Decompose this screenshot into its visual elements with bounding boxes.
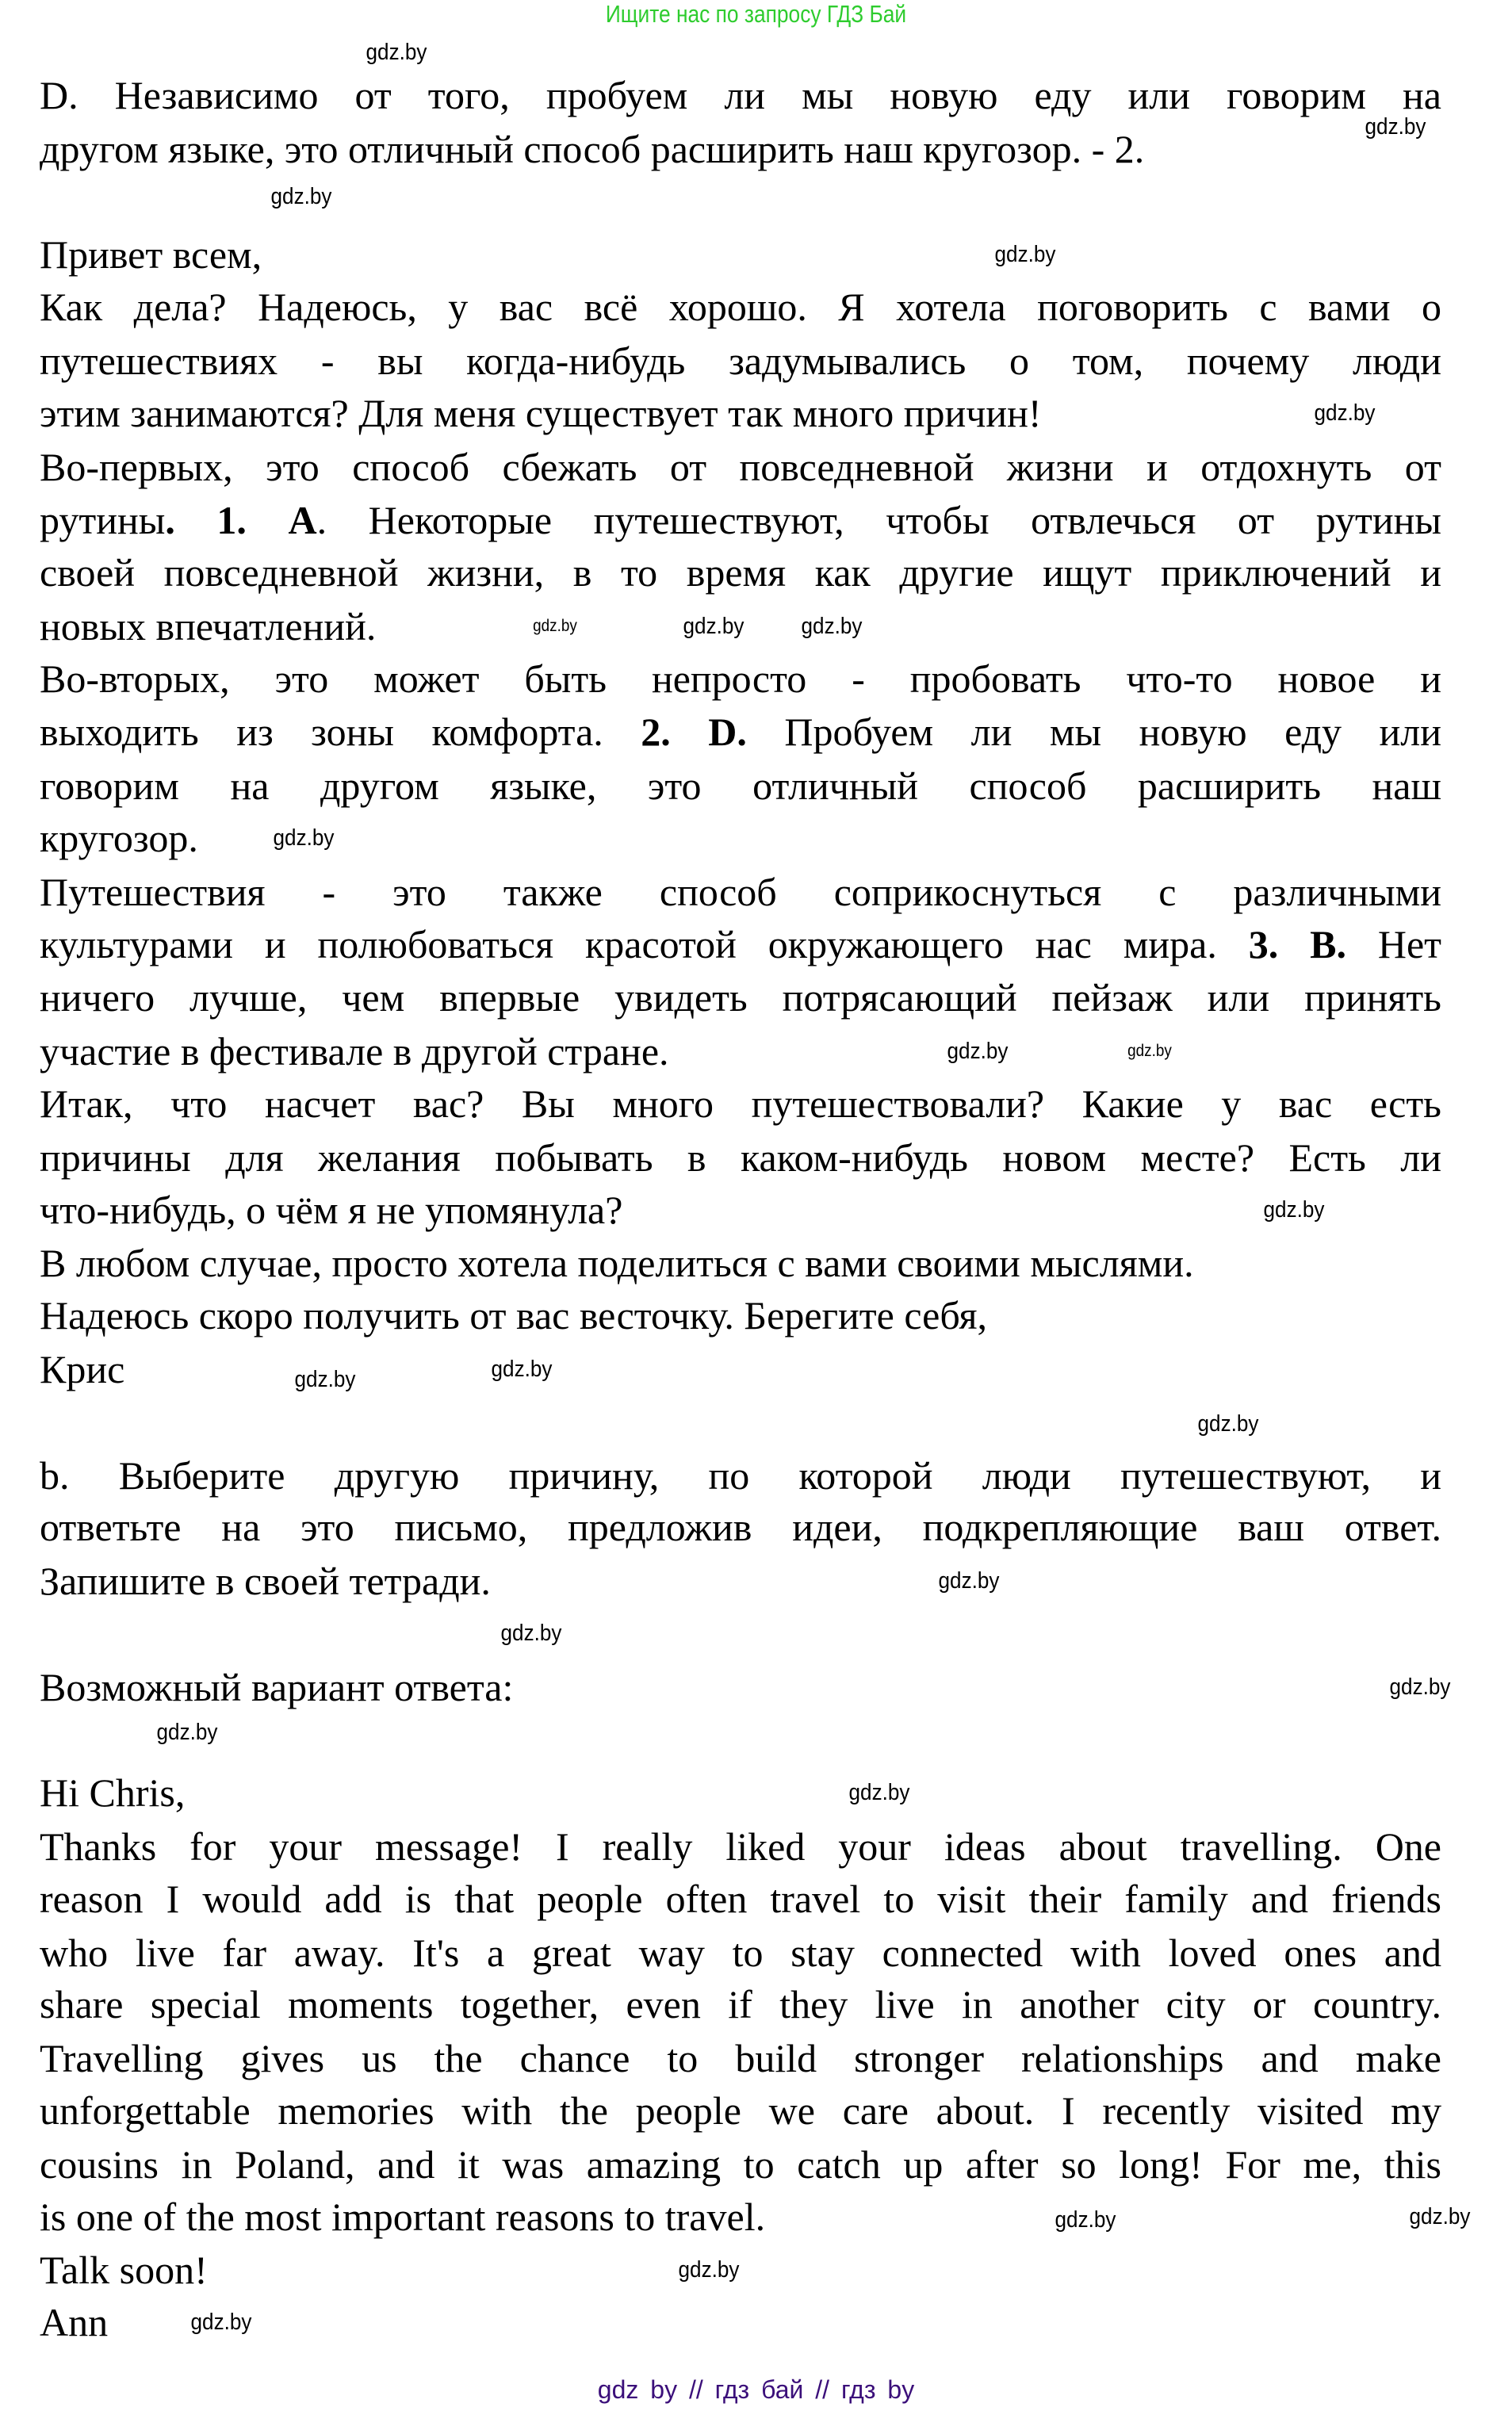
text-line bbox=[40, 337, 1441, 385]
text-line bbox=[40, 708, 1441, 756]
text-segment: Во-вторых, это может быть непросто - пробовать что-то новое и bbox=[40, 656, 1441, 701]
text-line bbox=[40, 868, 1441, 916]
text-line bbox=[40, 1503, 1441, 1551]
text-line bbox=[40, 1028, 1441, 1075]
text-segment: D. Независимо от того, пробуем ли мы новую еду или говорим на bbox=[40, 73, 1441, 117]
search-banner: Ищите нас по запросу ГДЗ Бай bbox=[605, 0, 907, 28]
text-segment: . Некоторые путешествуют, чтобы отвлечься от рутины bbox=[316, 498, 1441, 542]
watermark: gdz.by bbox=[994, 242, 1056, 267]
watermark: gdz.by bbox=[491, 1357, 553, 1382]
text-line bbox=[40, 496, 1441, 544]
watermark: gdz.by bbox=[938, 1568, 1000, 1594]
text-line bbox=[40, 1345, 1441, 1393]
text-line bbox=[40, 1875, 1441, 1923]
text-line bbox=[40, 655, 1441, 702]
text-segment: Пробуем ли мы новую еду или bbox=[746, 710, 1441, 754]
text-segment: рутины bbox=[40, 498, 166, 542]
text-line bbox=[40, 1557, 1441, 1605]
watermark: gdz.by bbox=[190, 2310, 252, 2335]
text-segment: В любом случае, просто хотела поделиться с вами своими мыслями. bbox=[40, 1241, 1194, 1285]
watermark: gdz.by bbox=[947, 1039, 1009, 1064]
text-segment: причины для желания побывать в каком-нибудь новом месте? Есть ли bbox=[40, 1135, 1441, 1180]
text-line bbox=[40, 1134, 1441, 1181]
text-segment: что-нибудь, о чём я не упомянула? bbox=[40, 1188, 623, 1232]
text-line bbox=[40, 1186, 1441, 1234]
text-line bbox=[40, 443, 1441, 491]
text-line bbox=[40, 125, 1441, 173]
watermark: gdz.by bbox=[366, 40, 427, 65]
text-segment: reason I would add is that people often travel to visit their family and friends bbox=[40, 1877, 1441, 1921]
text-segment: Как дела? Надеюсь, у вас всё хорошо. Я хотела поговорить с вами о bbox=[40, 285, 1441, 329]
text-line bbox=[40, 974, 1441, 1021]
text-segment: путешествиях - вы когда-нибудь задумывались о том, почему люди bbox=[40, 339, 1441, 383]
text-segment: cousins in Poland, and it was amazing to catch up after so long! For me, this bbox=[40, 2142, 1441, 2187]
text-line bbox=[40, 549, 1441, 596]
watermark: gdz.by bbox=[533, 617, 577, 635]
watermark: gdz.by bbox=[678, 2257, 740, 2283]
text-segment: выходить из зоны комфорта. bbox=[40, 710, 641, 754]
text-line bbox=[40, 2246, 1441, 2294]
text-line bbox=[40, 1980, 1441, 2028]
text-segment: Привет всем, bbox=[40, 232, 262, 277]
text-line bbox=[40, 2034, 1441, 2082]
watermark: gdz.by bbox=[1365, 114, 1426, 140]
text-segment: Путешествия - это также способ соприкоснуться с различными bbox=[40, 870, 1441, 914]
watermark: gdz.by bbox=[801, 614, 863, 639]
watermark: gdz.by bbox=[500, 1621, 562, 1646]
text-line bbox=[40, 2087, 1441, 2134]
text-line bbox=[40, 1452, 1441, 1499]
watermark: gdz.by bbox=[1314, 400, 1376, 426]
text-segment: другом языке, это отличный способ расширить наш кругозор. - 2. bbox=[40, 127, 1145, 171]
text-segment: Travelling gives us the chance to build stronger relationships and make bbox=[40, 2036, 1441, 2080]
text-segment: Итак, что насчет вас? Вы много путешествовали? Какие у вас есть bbox=[40, 1081, 1441, 1126]
text-segment: участие в фестивале в другой стране. bbox=[40, 1029, 669, 1073]
watermark: gdz.by bbox=[1197, 1411, 1259, 1437]
text-line bbox=[40, 1292, 1441, 1339]
watermark: gdz.by bbox=[273, 825, 335, 851]
text-segment: ничего лучше, чем впервые увидеть потрясающий пейзаж или принять bbox=[40, 975, 1441, 1020]
text-line bbox=[40, 283, 1441, 331]
footer-links[interactable]: gdz by // гдз бай // гдз by bbox=[597, 2375, 915, 2404]
text-line bbox=[40, 71, 1441, 119]
text-segment: Hi Chris, bbox=[40, 1770, 186, 1815]
text-segment: этим занимаются? Для меня существует так много причин! bbox=[40, 391, 1042, 435]
text-segment: Запишите в своей тетради. bbox=[40, 1559, 491, 1603]
text-line bbox=[40, 2141, 1441, 2188]
watermark: gdz.by bbox=[294, 1367, 356, 1392]
text-line bbox=[40, 814, 1441, 862]
text-segment: b. Выберите другую причину, по которой люди путешествуют, и bbox=[40, 1453, 1441, 1498]
text-segment: Возможный вариант ответа: bbox=[40, 1665, 514, 1709]
text-line bbox=[40, 920, 1441, 968]
watermark: gdz.by bbox=[1409, 2204, 1471, 2229]
text-line bbox=[40, 2193, 1441, 2241]
text-line bbox=[40, 1663, 1441, 1711]
text-segment: Ann bbox=[40, 2300, 109, 2344]
watermark: gdz.by bbox=[1127, 1042, 1172, 1060]
text-segment: who live far away. It's a great way to stay connected with loved ones and bbox=[40, 1931, 1441, 1975]
watermark: gdz.by bbox=[1055, 2207, 1116, 2233]
text-segment: Thanks for your message! I really liked your ideas about travelling. One bbox=[40, 1824, 1441, 1869]
text-segment: кругозор. bbox=[40, 816, 198, 860]
text-segment: новых впечатлений. bbox=[40, 604, 377, 649]
watermark: gdz.by bbox=[270, 184, 332, 209]
watermark: gdz.by bbox=[1263, 1197, 1325, 1223]
text-line bbox=[40, 762, 1441, 809]
text-line bbox=[40, 1929, 1441, 1977]
text-segment: Talk soon! bbox=[40, 2248, 208, 2292]
text-segment: Во-первых, это способ сбежать от повседневной жизни и отдохнуть от bbox=[40, 445, 1441, 489]
text-line bbox=[40, 389, 1441, 437]
text-segment: своей повседневной жизни, в то время как другие ищут приключений и bbox=[40, 550, 1441, 595]
watermark: gdz.by bbox=[156, 1720, 218, 1745]
text-segment: is one of the most important reasons to travel. bbox=[40, 2195, 766, 2239]
text-segment: unforgettable memories with the people we care about. I recently visited my bbox=[40, 2088, 1441, 2133]
text-segment: Нет bbox=[1345, 922, 1441, 966]
text-line bbox=[40, 1080, 1441, 1127]
watermark: gdz.by bbox=[1389, 1674, 1451, 1700]
text-segment: ответьте на это письмо, предложив идеи, подкрепляющие ваш ответ. bbox=[40, 1505, 1441, 1549]
text-segment: культурами и полюбоваться красотой окружающего нас мира. bbox=[40, 922, 1249, 966]
text-line bbox=[40, 1823, 1441, 1870]
text-segment: говорим на другом языке, это отличный способ расширить наш bbox=[40, 763, 1441, 808]
text-segment: Надеюсь скоро получить от вас весточку. Берегите себя, bbox=[40, 1293, 988, 1338]
text-line bbox=[40, 1239, 1441, 1287]
text-segment: share special moments together, even if they live in another city or country. bbox=[40, 1982, 1441, 2026]
answer-marker: 3. B. bbox=[1248, 922, 1346, 966]
answer-marker: . 1. A bbox=[165, 498, 317, 542]
watermark: gdz.by bbox=[848, 1780, 910, 1805]
text-segment: Крис bbox=[40, 1347, 125, 1391]
text-line bbox=[40, 231, 1441, 278]
answer-marker: 2. D. bbox=[641, 710, 747, 754]
text-line bbox=[40, 1769, 1441, 1816]
watermark: gdz.by bbox=[683, 614, 745, 639]
